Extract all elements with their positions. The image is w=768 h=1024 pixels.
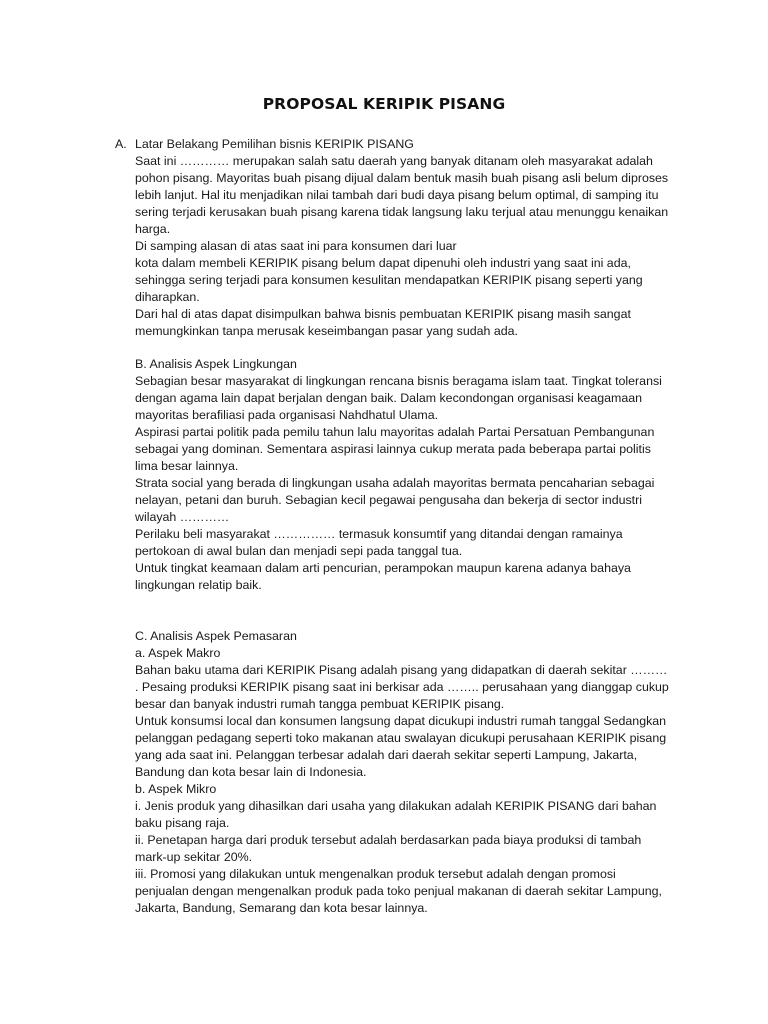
paragraph-line: mark-up sekitar 20%. bbox=[135, 850, 253, 864]
paragraph-line: Strata social yang berada di lingkungan usaha adalah mayoritas bermata pencaharian sebagai bbox=[135, 476, 655, 490]
paragraph-line: lima besar lainnya. bbox=[135, 459, 239, 473]
paragraph-line: baku pisang raja. bbox=[135, 816, 230, 830]
paragraph-line: iii. Promosi yang dilakukan untuk mengenalkan produk tersebut adalah dengan promosi bbox=[135, 867, 616, 881]
paragraph-line: Perilaku beli masyarakat …………… termasuk konsumtif yang ditandai dengan ramainya bbox=[135, 527, 623, 541]
paragraph-line: sering terjadi kerusakan buah pisang karena tidak langsung laku terjual atau menunggu kenaikan bbox=[135, 205, 669, 219]
paragraph-line: Bandung dan kota besar lain di Indonesia. bbox=[135, 765, 367, 779]
paragraph-line: Untuk tingkat keamaan dalam arti pencurian, perampokan maupun karena adanya bahaya bbox=[135, 561, 631, 575]
paragraph-line: pertokoan di awal bulan dan menjadi sepi pada tanggal tua. bbox=[135, 544, 463, 558]
section-a-heading: Latar Belakang Pemilihan bisnis KERIPIK PISANG bbox=[135, 137, 414, 151]
subsection-b-heading: b. Aspek Mikro bbox=[135, 782, 217, 796]
paragraph-line: wilayah ………… bbox=[135, 510, 230, 524]
paragraph-line: sebagai yang dominan. Sementara aspirasi lainnya cukup merata pada beberapa partai politis bbox=[135, 442, 651, 456]
paragraph-line: lingkungan relatip baik. bbox=[135, 578, 262, 592]
paragraph-line: dengan agama lain dapat berjalan dengan baik. Dalam kecondongan organisasi keagamaan bbox=[135, 391, 643, 405]
paragraph-line: Di samping alasan di atas saat ini para konsumen dari luar bbox=[135, 239, 457, 253]
paragraph-line: sehingga sering terjadi para konsumen kesulitan mendapatkan KERIPIK pisang seperti yang bbox=[135, 273, 643, 287]
paragraph-line: Jakarta, Bandung, Semarang dan kota besar lainnya. bbox=[135, 901, 428, 915]
paragraph-line: pohon pisang. Mayoritas buah pisang dijual dalam bentuk masih buah pisang asli belum diproses bbox=[135, 171, 669, 185]
paragraph-line: Untuk konsumsi local dan konsumen langsung dapat dicukupi industri rumah tanggal Sedangkan bbox=[135, 714, 667, 728]
paragraph-line: ii. Penetapan harga dari produk tersebut adalah berdasarkan pada biaya produksi di tambah bbox=[135, 833, 642, 847]
paragraph-line: besar dan banyak industri rumah tangga pembuat KERIPIK pisang. bbox=[135, 697, 505, 711]
paragraph-line: nelayan, petani dan buruh. Sebagian kecil pegawai pengusaha dan bekerja di sector industri bbox=[135, 493, 642, 507]
paragraph-line: pelanggan pedagang seperti toko makanan atau swalayan dicukupi perusahaan KERIPIK pisang bbox=[135, 731, 667, 745]
paragraph-line: Dari hal di atas dapat disimpulkan bahwa bisnis pembuatan KERIPIK pisang masih sangat bbox=[135, 307, 631, 321]
paragraph-line: Saat ini ………… merupakan salah satu daerah yang banyak ditanam oleh masyarakat adalah bbox=[135, 154, 653, 168]
paragraph-line: Aspirasi partai politik pada pemilu tahun lalu mayoritas adalah Partai Persatuan Pembangunan bbox=[135, 425, 655, 439]
paragraph-line: yang ada saat ini. Pelanggan terbesar adalah dari daerah sekitar seperti Lampung, Jakarta, bbox=[135, 748, 638, 762]
paragraph-line: memungkinkan tanpa merusak keseimbangan pasar yang sudah ada. bbox=[135, 324, 518, 338]
paragraph-line: Sebagian besar masyarakat di lingkungan rencana bisnis beragama islam taat. Tingkat toleransi bbox=[135, 374, 662, 388]
section-c-heading: C. Analisis Aspek Pemasaran bbox=[135, 629, 297, 643]
paragraph-line: i. Jenis produk yang dihasilkan dari usaha yang dilakukan adalah KERIPIK PISANG dari bahan bbox=[135, 799, 657, 813]
paragraph-line: Bahan baku utama dari KERIPIK Pisang adalah pisang yang didapatkan di daerah sekitar ……… bbox=[135, 663, 668, 677]
subsection-a-heading: a. Aspek Makro bbox=[135, 646, 221, 660]
paragraph-line: kota dalam membeli KERIPIK pisang belum dapat dipenuhi oleh industri yang saat ini ada, bbox=[135, 256, 631, 270]
paragraph-line: . Pesaing produksi KERIPIK pisang saat ini berkisar ada …….. perusahaan yang dianggap cukup bbox=[135, 680, 669, 694]
paragraph-line: diharapkan. bbox=[135, 290, 200, 304]
paragraph-line: lebih lanjut. Hal itu menjadikan nilai tambah dari budi daya pisang belum optimal, di samping itu bbox=[135, 188, 659, 202]
paragraph-line: penjualan dengan mengenalkan produk pada toko penjual makanan di daerah sekitar Lampung, bbox=[135, 884, 662, 898]
section-a-marker: A. bbox=[115, 137, 127, 151]
document-title: PROPOSAL KERIPIK PISANG bbox=[262, 95, 506, 113]
paragraph-line: mayoritas berafiliasi pada organisasi Nahdhatul Ulama. bbox=[135, 408, 439, 422]
paragraph-line: harga. bbox=[135, 222, 171, 236]
section-b-heading: B. Analisis Aspek Lingkungan bbox=[135, 357, 297, 371]
